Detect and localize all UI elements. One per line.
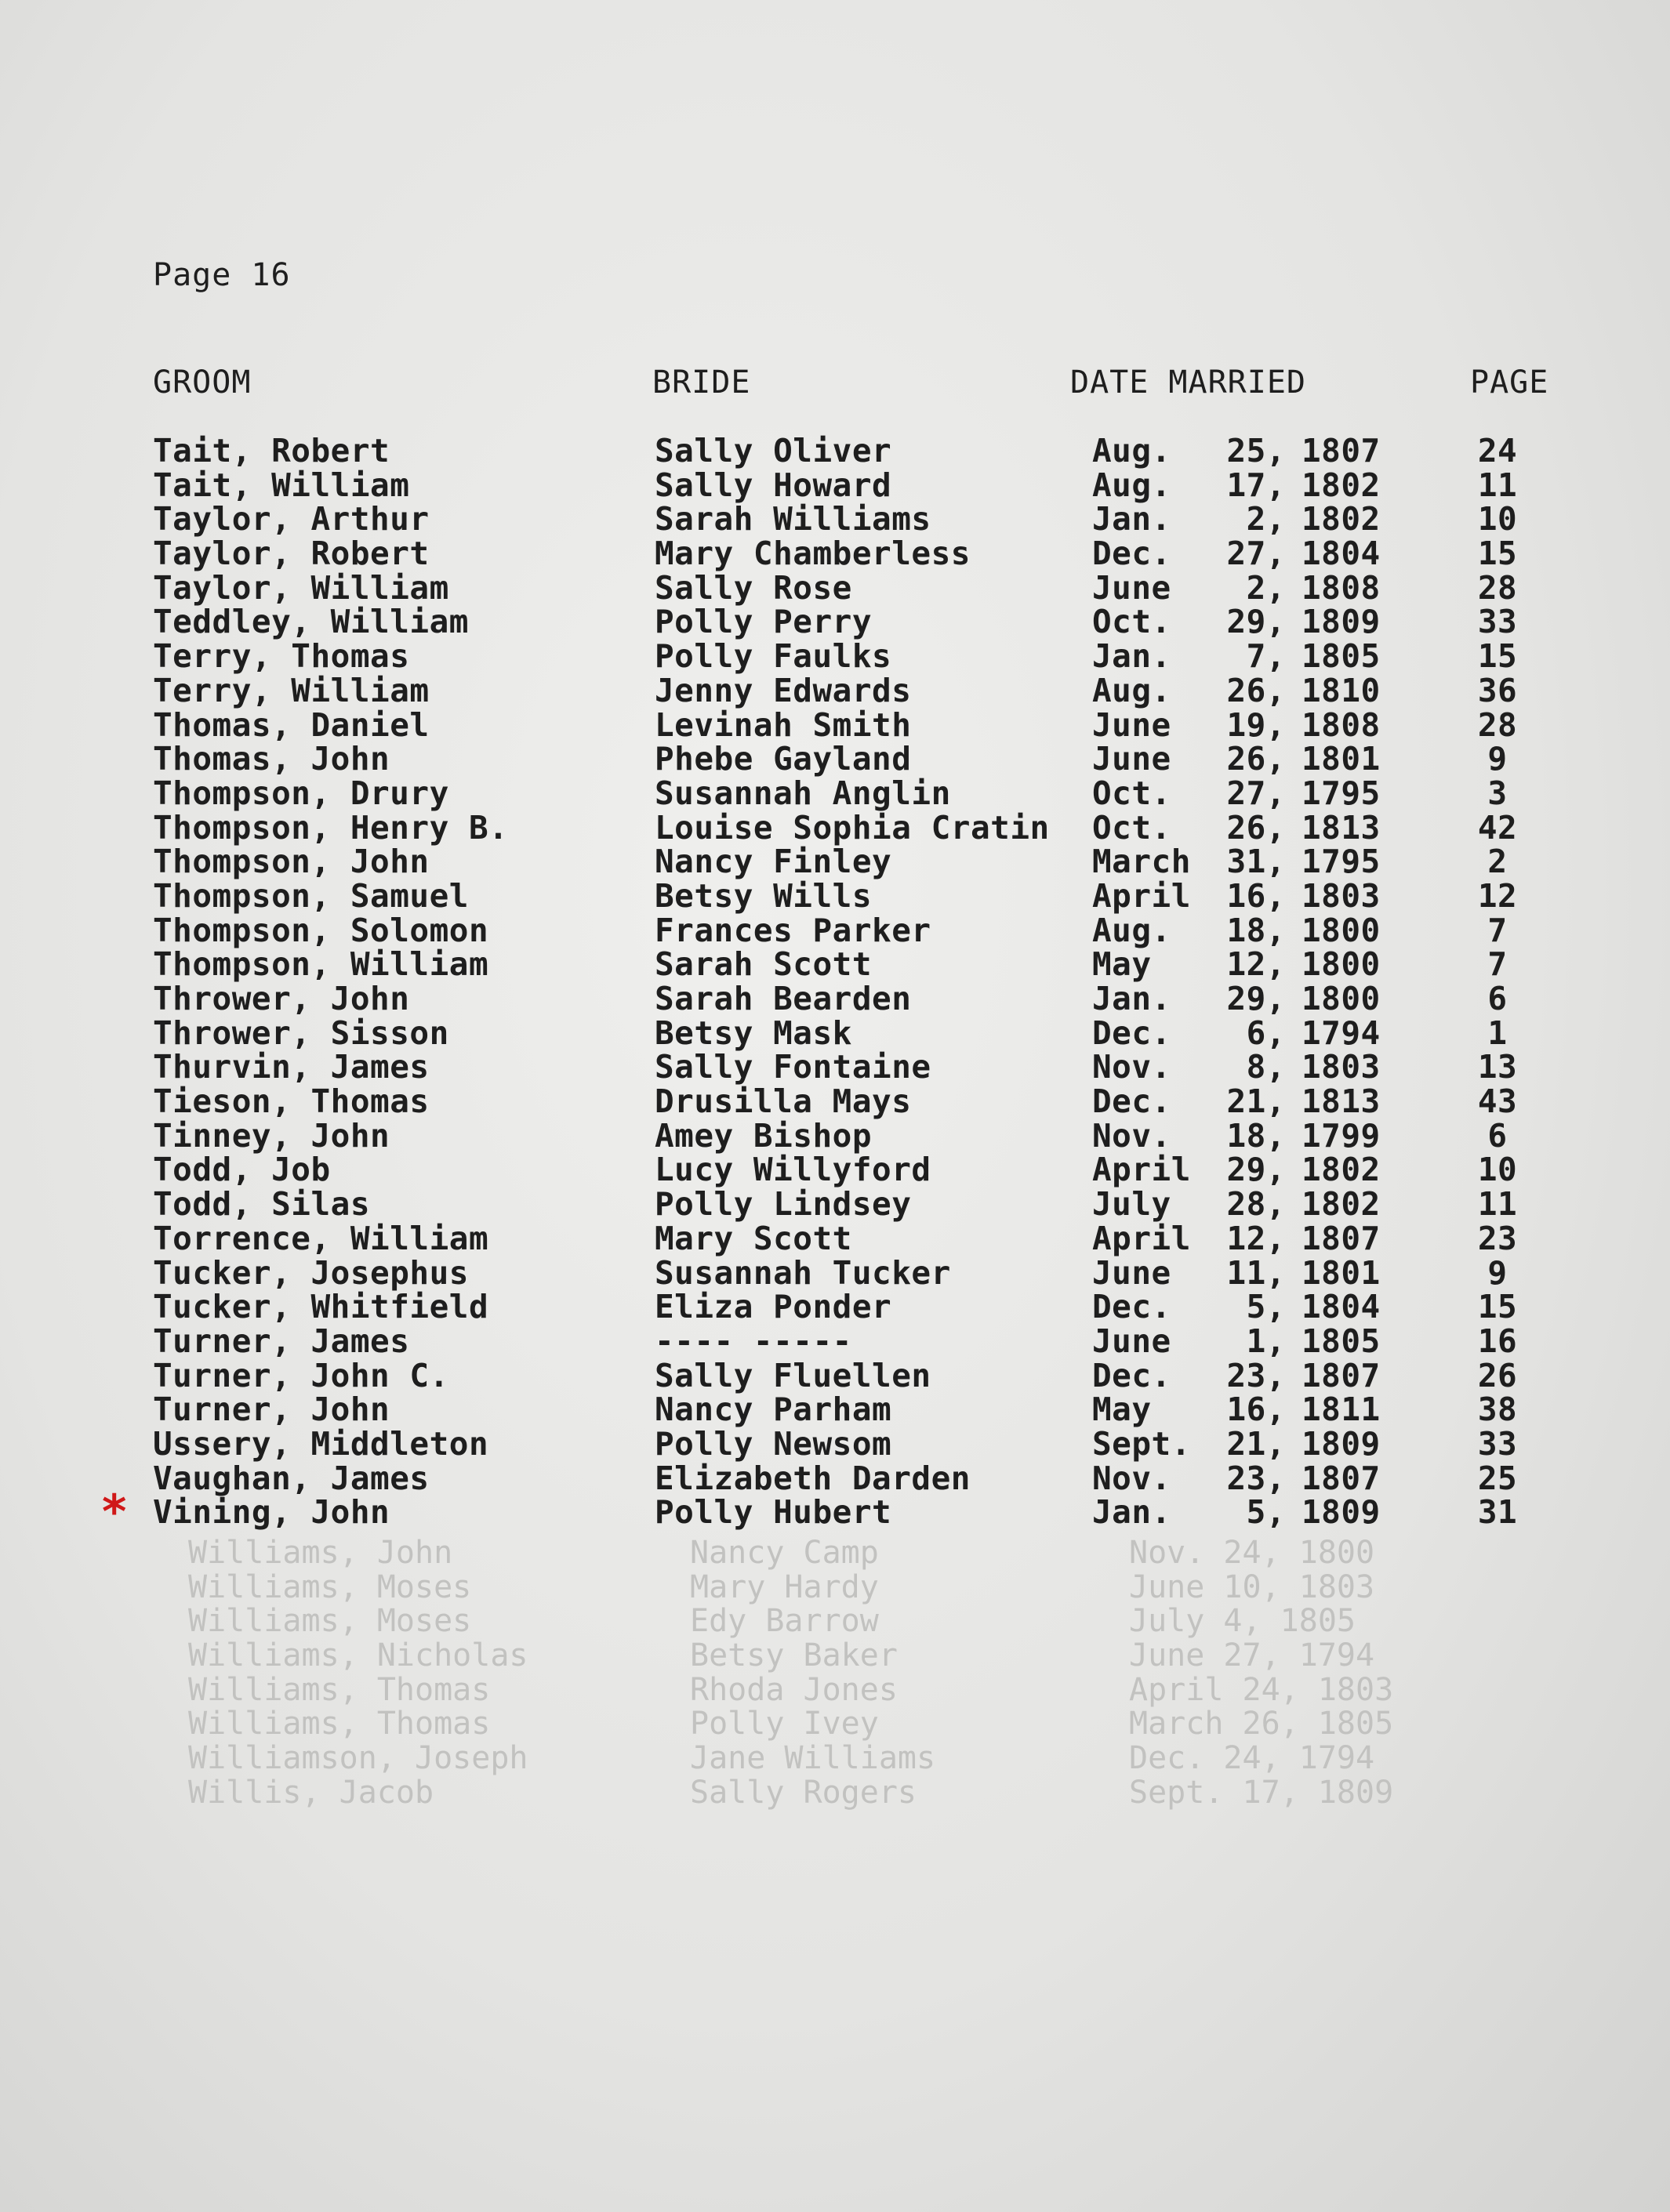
date-year: 1807	[1302, 432, 1381, 470]
table-row	[0, 537, 1670, 571]
date-day: 27,	[1226, 535, 1286, 573]
date-day: 31,	[1226, 843, 1286, 881]
date-year: 1801	[1302, 1253, 1381, 1292]
table-row	[0, 1290, 1670, 1325]
bleed-through-row	[0, 1742, 1670, 1776]
date-month: April	[1092, 1219, 1191, 1257]
page-reference: 38	[1477, 1391, 1518, 1429]
page-reference: 11	[1477, 466, 1518, 504]
bleed-through-date: June 27, 1794	[1129, 1637, 1375, 1674]
groom-name: Turner, John C.	[153, 1356, 449, 1394]
page-reference: 25	[1477, 1459, 1518, 1497]
date-day: 26,	[1226, 671, 1286, 709]
page-reference: 28	[1477, 705, 1518, 744]
date-year: 1807	[1302, 1459, 1381, 1497]
date-day: 18,	[1226, 911, 1286, 949]
page-reference: 6	[1487, 1116, 1508, 1155]
bleed-through-date: Sept. 17, 1809	[1129, 1774, 1394, 1811]
date-day: 6,	[1246, 1014, 1286, 1052]
date-month: April	[1092, 1151, 1191, 1189]
date-month: Aug.	[1092, 671, 1171, 709]
date-year: 1802	[1302, 466, 1381, 504]
groom-name: Torrence, William	[153, 1219, 489, 1257]
date-year: 1807	[1302, 1356, 1381, 1394]
date-month: Aug.	[1092, 466, 1171, 504]
groom-name: Tait, Robert	[153, 432, 390, 470]
bleed-through-bride: Edy Barrow	[690, 1603, 879, 1640]
date-year: 1811	[1302, 1391, 1381, 1429]
date-month: Dec.	[1092, 1288, 1171, 1326]
date-year: 1800	[1302, 911, 1381, 949]
date-year: 1794	[1302, 1014, 1381, 1052]
table-row	[0, 945, 1670, 984]
table-row	[0, 1153, 1670, 1188]
date-day: 2,	[1246, 500, 1286, 538]
date-day: 29,	[1226, 1151, 1286, 1189]
date-year: 1805	[1302, 637, 1381, 676]
bleed-through-groom: Williams, Nicholas	[188, 1637, 528, 1674]
date-day: 23,	[1226, 1356, 1286, 1394]
page-reference: 36	[1477, 671, 1518, 709]
date-year: 1801	[1302, 740, 1381, 778]
bleed-through-bride: Jane Williams	[690, 1740, 936, 1777]
bleed-through-date: Nov. 24, 1800	[1129, 1535, 1375, 1571]
page-reference: 33	[1477, 603, 1518, 641]
table-row	[0, 434, 1670, 469]
groom-name: Thompson, Henry B.	[153, 808, 509, 847]
page-reference: 28	[1477, 568, 1518, 607]
red-asterisk-mark: *	[102, 1485, 127, 1540]
date-month: Dec.	[1092, 535, 1171, 573]
date-day: 28,	[1226, 1185, 1286, 1224]
date-month: Oct.	[1092, 603, 1171, 641]
date-day: 18,	[1226, 1116, 1286, 1155]
table-row	[0, 1116, 1670, 1155]
bride-name: Sally Fontaine	[655, 1048, 931, 1086]
date-year: 1808	[1302, 705, 1381, 744]
bride-name: Mary Chamberless	[655, 535, 971, 573]
date-day: 2,	[1246, 568, 1286, 607]
bleed-through-groom: Williams, Moses	[188, 1568, 472, 1605]
column-header-page: PAGE	[1470, 364, 1549, 401]
date-month: May	[1092, 1391, 1152, 1429]
table-row	[0, 502, 1670, 537]
table-row	[0, 1485, 1670, 1540]
bride-name: Susannah Anglin	[655, 774, 951, 812]
date-day: 19,	[1226, 705, 1286, 744]
date-year: 1802	[1302, 500, 1381, 538]
table-row	[0, 1322, 1670, 1360]
groom-name: Terry, William	[153, 671, 430, 709]
bride-name: Sally Fluellen	[655, 1356, 931, 1394]
date-year: 1802	[1302, 1185, 1381, 1224]
date-day: 26,	[1226, 808, 1286, 847]
bride-name: Mary Scott	[655, 1219, 852, 1257]
page-reference: 23	[1477, 1219, 1518, 1257]
bride-name: Frances Parker	[655, 911, 931, 949]
groom-name: Taylor, William	[153, 568, 449, 607]
date-month: April	[1092, 876, 1191, 915]
bleed-through-date: July 4, 1805	[1129, 1603, 1356, 1640]
bleed-through-row	[0, 1536, 1670, 1571]
date-month: Aug.	[1092, 432, 1171, 470]
date-year: 1802	[1302, 1151, 1381, 1189]
date-day: 29,	[1226, 603, 1286, 641]
bleed-through-date: April 24, 1803	[1129, 1671, 1394, 1708]
page-reference: 24	[1477, 432, 1518, 470]
page-reference: 42	[1477, 808, 1518, 847]
bride-name: Sally Rose	[655, 568, 852, 607]
page-reference: 7	[1487, 911, 1508, 949]
bleed-through-row	[0, 1671, 1670, 1708]
page-reference: 12	[1477, 876, 1518, 915]
table-row	[0, 466, 1670, 504]
page-reference: 16	[1477, 1322, 1518, 1360]
groom-name: Teddley, William	[153, 603, 469, 641]
bride-name: Susannah Tucker	[655, 1253, 951, 1292]
bleed-through-groom: Williams, Thomas	[188, 1671, 491, 1708]
groom-name: Thompson, William	[153, 945, 489, 984]
bleed-through-row	[0, 1605, 1670, 1639]
groom-name: Taylor, Robert	[153, 535, 430, 573]
table-row	[0, 774, 1670, 812]
page-reference: 31	[1477, 1493, 1518, 1532]
date-year: 1800	[1302, 980, 1381, 1017]
groom-name: Thompson, Samuel	[153, 876, 469, 915]
groom-name: Thrower, John	[153, 980, 410, 1017]
date-day: 27,	[1226, 774, 1286, 812]
date-month: Dec.	[1092, 1014, 1171, 1052]
groom-name: Tucker, Whitfield	[153, 1288, 489, 1326]
page-reference: 33	[1477, 1424, 1518, 1463]
groom-name: Vining, John	[153, 1493, 390, 1532]
date-year: 1804	[1302, 1288, 1381, 1326]
bleed-through-row	[0, 1776, 1670, 1811]
bride-name: Nancy Finley	[655, 843, 892, 881]
date-day: 12,	[1226, 945, 1286, 984]
table-row	[0, 982, 1670, 1017]
groom-name: Thurvin, James	[153, 1048, 430, 1086]
groom-name: Thrower, Sisson	[153, 1014, 449, 1052]
date-month: March	[1092, 843, 1191, 881]
date-month: June	[1092, 1322, 1171, 1360]
bride-name: Polly Lindsey	[655, 1185, 912, 1224]
page-reference: 15	[1477, 637, 1518, 676]
date-year: 1813	[1302, 808, 1381, 847]
date-month: May	[1092, 945, 1152, 984]
date-month: Nov.	[1092, 1048, 1171, 1086]
page-reference: 26	[1477, 1356, 1518, 1394]
table-row	[0, 605, 1670, 640]
date-year: 1810	[1302, 671, 1381, 709]
groom-name: Tinney, John	[153, 1116, 390, 1155]
groom-name: Todd, Job	[153, 1151, 331, 1189]
table-row	[0, 1459, 1670, 1497]
date-month: Oct.	[1092, 808, 1171, 847]
date-month: Jan.	[1092, 500, 1171, 538]
bride-name: Polly Newsom	[655, 1424, 892, 1463]
date-day: 16,	[1226, 1391, 1286, 1429]
groom-name: Todd, Silas	[153, 1185, 371, 1224]
date-month: Jan.	[1092, 1493, 1171, 1532]
date-year: 1795	[1302, 843, 1381, 881]
date-year: 1809	[1302, 603, 1381, 641]
bleed-through-date: June 10, 1803	[1129, 1568, 1375, 1605]
date-year: 1808	[1302, 568, 1381, 607]
page-reference: 10	[1477, 500, 1518, 538]
bleed-through-text	[0, 1536, 1670, 1811]
groom-name: Thomas, John	[153, 740, 390, 778]
date-day: 17,	[1226, 466, 1286, 504]
date-month: July	[1092, 1185, 1171, 1224]
date-day: 11,	[1226, 1253, 1286, 1292]
bleed-through-row	[0, 1568, 1670, 1605]
groom-name: Tieson, Thomas	[153, 1082, 430, 1121]
date-month: Nov.	[1092, 1459, 1171, 1497]
date-year: 1799	[1302, 1116, 1381, 1155]
bride-name: Phebe Gayland	[655, 740, 912, 778]
date-day: 5,	[1246, 1288, 1286, 1326]
bride-name: ---- -----	[655, 1322, 852, 1360]
bleed-through-date: Dec. 24, 1794	[1129, 1740, 1375, 1777]
date-year: 1809	[1302, 1424, 1381, 1463]
date-year: 1807	[1302, 1219, 1381, 1257]
date-day: 21,	[1226, 1424, 1286, 1463]
bleed-through-bride: Sally Rogers	[690, 1774, 917, 1811]
bleed-through-groom: Williams, John	[188, 1535, 453, 1571]
page-reference: 2	[1487, 843, 1508, 881]
date-year: 1803	[1302, 1048, 1381, 1086]
table-row	[0, 1082, 1670, 1121]
date-year: 1809	[1302, 1493, 1381, 1532]
date-day: 26,	[1226, 740, 1286, 778]
page-reference: 9	[1487, 1253, 1508, 1292]
groom-name: Thompson, Solomon	[153, 911, 489, 949]
bleed-through-date: March 26, 1805	[1129, 1706, 1394, 1742]
date-day: 8,	[1246, 1048, 1286, 1086]
bride-name: Lucy Willyford	[655, 1151, 931, 1189]
table-row	[0, 705, 1670, 744]
date-month: Aug.	[1092, 911, 1171, 949]
date-day: 23,	[1226, 1459, 1286, 1497]
page-reference: 6	[1487, 980, 1508, 1017]
groom-name: Vaughan, James	[153, 1459, 430, 1497]
date-month: Sept.	[1092, 1424, 1191, 1463]
bride-name: Betsy Wills	[655, 876, 873, 915]
page-number-label: Page 16	[153, 257, 291, 293]
groom-name: Tait, William	[153, 466, 410, 504]
page-reference: 43	[1477, 1082, 1518, 1121]
column-header-bride: BRIDE	[652, 364, 751, 401]
table-row	[0, 1393, 1670, 1427]
bleed-through-bride: Betsy Baker	[690, 1637, 898, 1674]
date-day: 29,	[1226, 980, 1286, 1017]
date-month: Jan.	[1092, 980, 1171, 1017]
table-row	[0, 1050, 1670, 1085]
table-row	[0, 1185, 1670, 1224]
date-month: June	[1092, 568, 1171, 607]
bride-name: Nancy Parham	[655, 1391, 892, 1429]
page-reference: 15	[1477, 535, 1518, 573]
bleed-through-bride: Mary Hardy	[690, 1568, 879, 1605]
bride-name: Polly Faulks	[655, 637, 892, 676]
table-row	[0, 742, 1670, 777]
page-reference: 3	[1487, 774, 1508, 812]
table-row	[0, 845, 1670, 879]
bride-name: Sally Oliver	[655, 432, 892, 470]
bride-name: Drusilla Mays	[655, 1082, 912, 1121]
column-header-groom: GROOM	[153, 364, 252, 401]
page-reference: 9	[1487, 740, 1508, 778]
table-row	[0, 808, 1670, 847]
table-row	[0, 1219, 1670, 1257]
bride-name: Polly Perry	[655, 603, 873, 641]
table-row	[0, 1253, 1670, 1292]
bride-name: Sally Howard	[655, 466, 892, 504]
groom-name: Thomas, Daniel	[153, 705, 430, 744]
bleed-through-groom: Williams, Thomas	[188, 1706, 491, 1742]
page-reference: 15	[1477, 1288, 1518, 1326]
date-month: Nov.	[1092, 1116, 1171, 1155]
date-day: 25,	[1226, 432, 1286, 470]
table-row	[0, 1424, 1670, 1463]
bride-name: Betsy Mask	[655, 1014, 852, 1052]
date-month: Jan.	[1092, 637, 1171, 676]
date-month: June	[1092, 740, 1171, 778]
bride-name: Sarah Bearden	[655, 980, 912, 1017]
bride-name: Polly Hubert	[655, 1493, 892, 1532]
groom-name: Tucker, Josephus	[153, 1253, 469, 1292]
date-month: Dec.	[1092, 1356, 1171, 1394]
bleed-through-groom: Williamson, Joseph	[188, 1740, 528, 1777]
bleed-through-groom: Willis, Jacob	[188, 1774, 434, 1811]
groom-name: Turner, John	[153, 1391, 390, 1429]
table-row	[0, 568, 1670, 607]
date-month: Dec.	[1092, 1082, 1171, 1121]
table-row	[0, 1014, 1670, 1052]
date-month: Oct.	[1092, 774, 1171, 812]
bleed-through-row	[0, 1707, 1670, 1742]
date-day: 16,	[1226, 876, 1286, 915]
column-header-date-married: DATE MARRIED	[1070, 364, 1306, 401]
table-row	[0, 911, 1670, 949]
bride-name: Sarah Williams	[655, 500, 931, 538]
date-year: 1805	[1302, 1322, 1381, 1360]
date-day: 1,	[1246, 1322, 1286, 1360]
table-row	[0, 671, 1670, 709]
date-year: 1803	[1302, 876, 1381, 915]
page-reference: 11	[1477, 1185, 1518, 1224]
bride-name: Elizabeth Darden	[655, 1459, 971, 1497]
bride-name: Louise Sophia Cratin	[655, 808, 1050, 847]
date-year: 1800	[1302, 945, 1381, 984]
date-day: 21,	[1226, 1082, 1286, 1121]
groom-name: Ussery, Middleton	[153, 1424, 489, 1463]
groom-name: Terry, Thomas	[153, 637, 410, 676]
groom-name: Thompson, John	[153, 843, 430, 881]
page-reference: 7	[1487, 945, 1508, 984]
table-row	[0, 1356, 1670, 1394]
bride-name: Levinah Smith	[655, 705, 912, 744]
bleed-through-bride: Polly Ivey	[690, 1706, 879, 1742]
date-month: June	[1092, 705, 1171, 744]
groom-name: Thompson, Drury	[153, 774, 449, 812]
bleed-through-bride: Nancy Camp	[690, 1535, 879, 1571]
marriage-records-table	[0, 432, 1670, 1540]
page-reference: 13	[1477, 1048, 1518, 1086]
table-row	[0, 876, 1670, 915]
page-reference: 1	[1487, 1014, 1508, 1052]
date-year: 1813	[1302, 1082, 1381, 1121]
bride-name: Eliza Ponder	[655, 1288, 892, 1326]
groom-name: Turner, James	[153, 1322, 410, 1360]
page-reference: 10	[1477, 1151, 1518, 1189]
bride-name: Sarah Scott	[655, 945, 873, 984]
bleed-through-row	[0, 1639, 1670, 1674]
bride-name: Amey Bishop	[655, 1116, 873, 1155]
bleed-through-groom: Williams, Moses	[188, 1603, 472, 1640]
date-day: 5,	[1246, 1493, 1286, 1532]
date-month: June	[1092, 1253, 1171, 1292]
date-year: 1795	[1302, 774, 1381, 812]
date-year: 1804	[1302, 535, 1381, 573]
date-day: 7,	[1246, 637, 1286, 676]
table-row	[0, 637, 1670, 676]
bleed-through-bride: Rhoda Jones	[690, 1671, 898, 1708]
groom-name: Taylor, Arthur	[153, 500, 430, 538]
date-day: 12,	[1226, 1219, 1286, 1257]
bride-name: Jenny Edwards	[655, 671, 912, 709]
